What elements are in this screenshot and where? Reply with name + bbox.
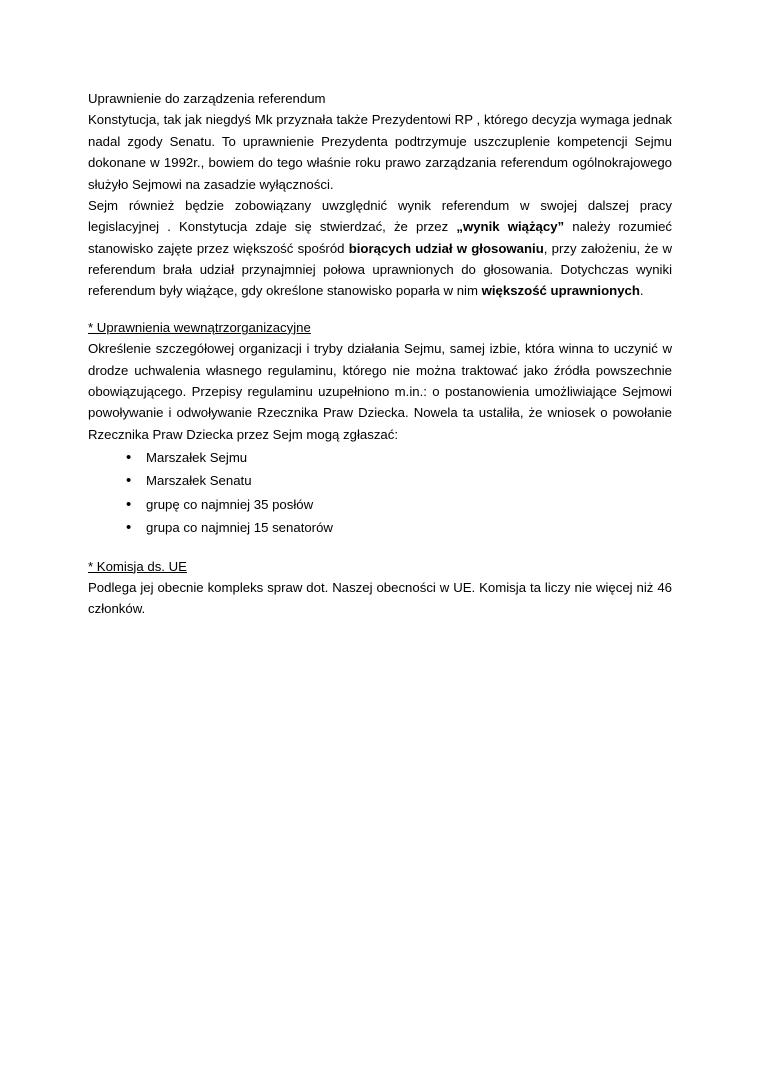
heading-uprawnienia-wewnatrzorganizacyjne: [88, 317, 672, 338]
heading-text: * Uprawnienia wewnątrzorganizacyjne: [88, 319, 311, 335]
heading-text: * Komisja ds. UE: [88, 558, 187, 574]
section-spacer: [88, 541, 672, 556]
run-bold-wiekszosc-uprawnionych: większość uprawnionych: [481, 283, 640, 299]
list-item: • grupa co najmniej 15 senatorów: [146, 517, 672, 538]
list-item: • Marszałek Sejmu: [146, 447, 672, 468]
paragraph-wynik-wiazacy: [88, 195, 672, 302]
run-text: Sejm również będzie zobowiązany uwzględnić wynik referendum w swojej dalszej pracy legislacyjnej . Konstytucja zdaje się stwierdzać, że przez: [88, 197, 672, 235]
run-text: , przy założeniu, że w referendum brała udział przynajmniej połowa uprawnionych do głosowania. Dotychczas wyniki referendum były wiążące, gdy określone stanowisko poparła w nim: [88, 240, 673, 299]
heading-komisja-ue: [88, 556, 672, 577]
run-text: .: [639, 283, 644, 299]
list-item: • grupę co najmniej 35 posłów: [146, 494, 672, 515]
run-bold-biorących-udzial: biorących udział w głosowaniu: [348, 240, 544, 256]
heading-uprawnienie-referendum: Uprawnienie do zarządzenia referendum: [88, 91, 326, 106]
list-item: • Marszałek Senatu: [146, 470, 672, 491]
run-text: należy rozumieć stanowisko zajęte przez większość spośród: [88, 219, 672, 256]
bullet-list-wnioskodawcy: [88, 447, 672, 539]
paragraph-okreslenie-organizacji: Określenie szczegółowej organizacji i tryby działania Sejmu, samej izbie, która winna to uczynić w drodze uchwalenia własnego regulaminu, którego nie można traktować jako źródła powszechnie obowiązującego. Przepisy regulaminu uzupełniono m.in.: o postanowienia umożliwiające Sejmowi powoływanie i odwoływanie Rzecznika Praw Dziecka. Nowela ta ustaliła, że wniosek o powołanie Rzecznika Praw Dziecka przez Sejm mogą zgłaszać:: [88, 341, 672, 442]
section-spacer: [88, 302, 672, 317]
document-body: [88, 88, 672, 620]
paragraph-komisja-ue: Podlega jej obecnie kompleks spraw dot. Naszej obecności w UE. Komisja ta liczy nie więcej niż 46 członków.: [88, 579, 672, 617]
run-bold-wynik-wiazacy: „wynik wiążący”: [456, 219, 565, 235]
paragraph-konstytucja: Konstytucja, tak jak niegdyś Mk przyznała także Prezydentowi RP , którego decyzja wymaga jednak nadal zgody Senatu. To uprawnienie Prezydenta podtrzymuje uszczuplenie kompetencji Sejmu dokonane w 1992r., bowiem do tego właśnie roku prawo zarządzania referendum ogólnokrajowego służyło Sejmowi na zasadzie wyłączności.: [88, 112, 672, 192]
